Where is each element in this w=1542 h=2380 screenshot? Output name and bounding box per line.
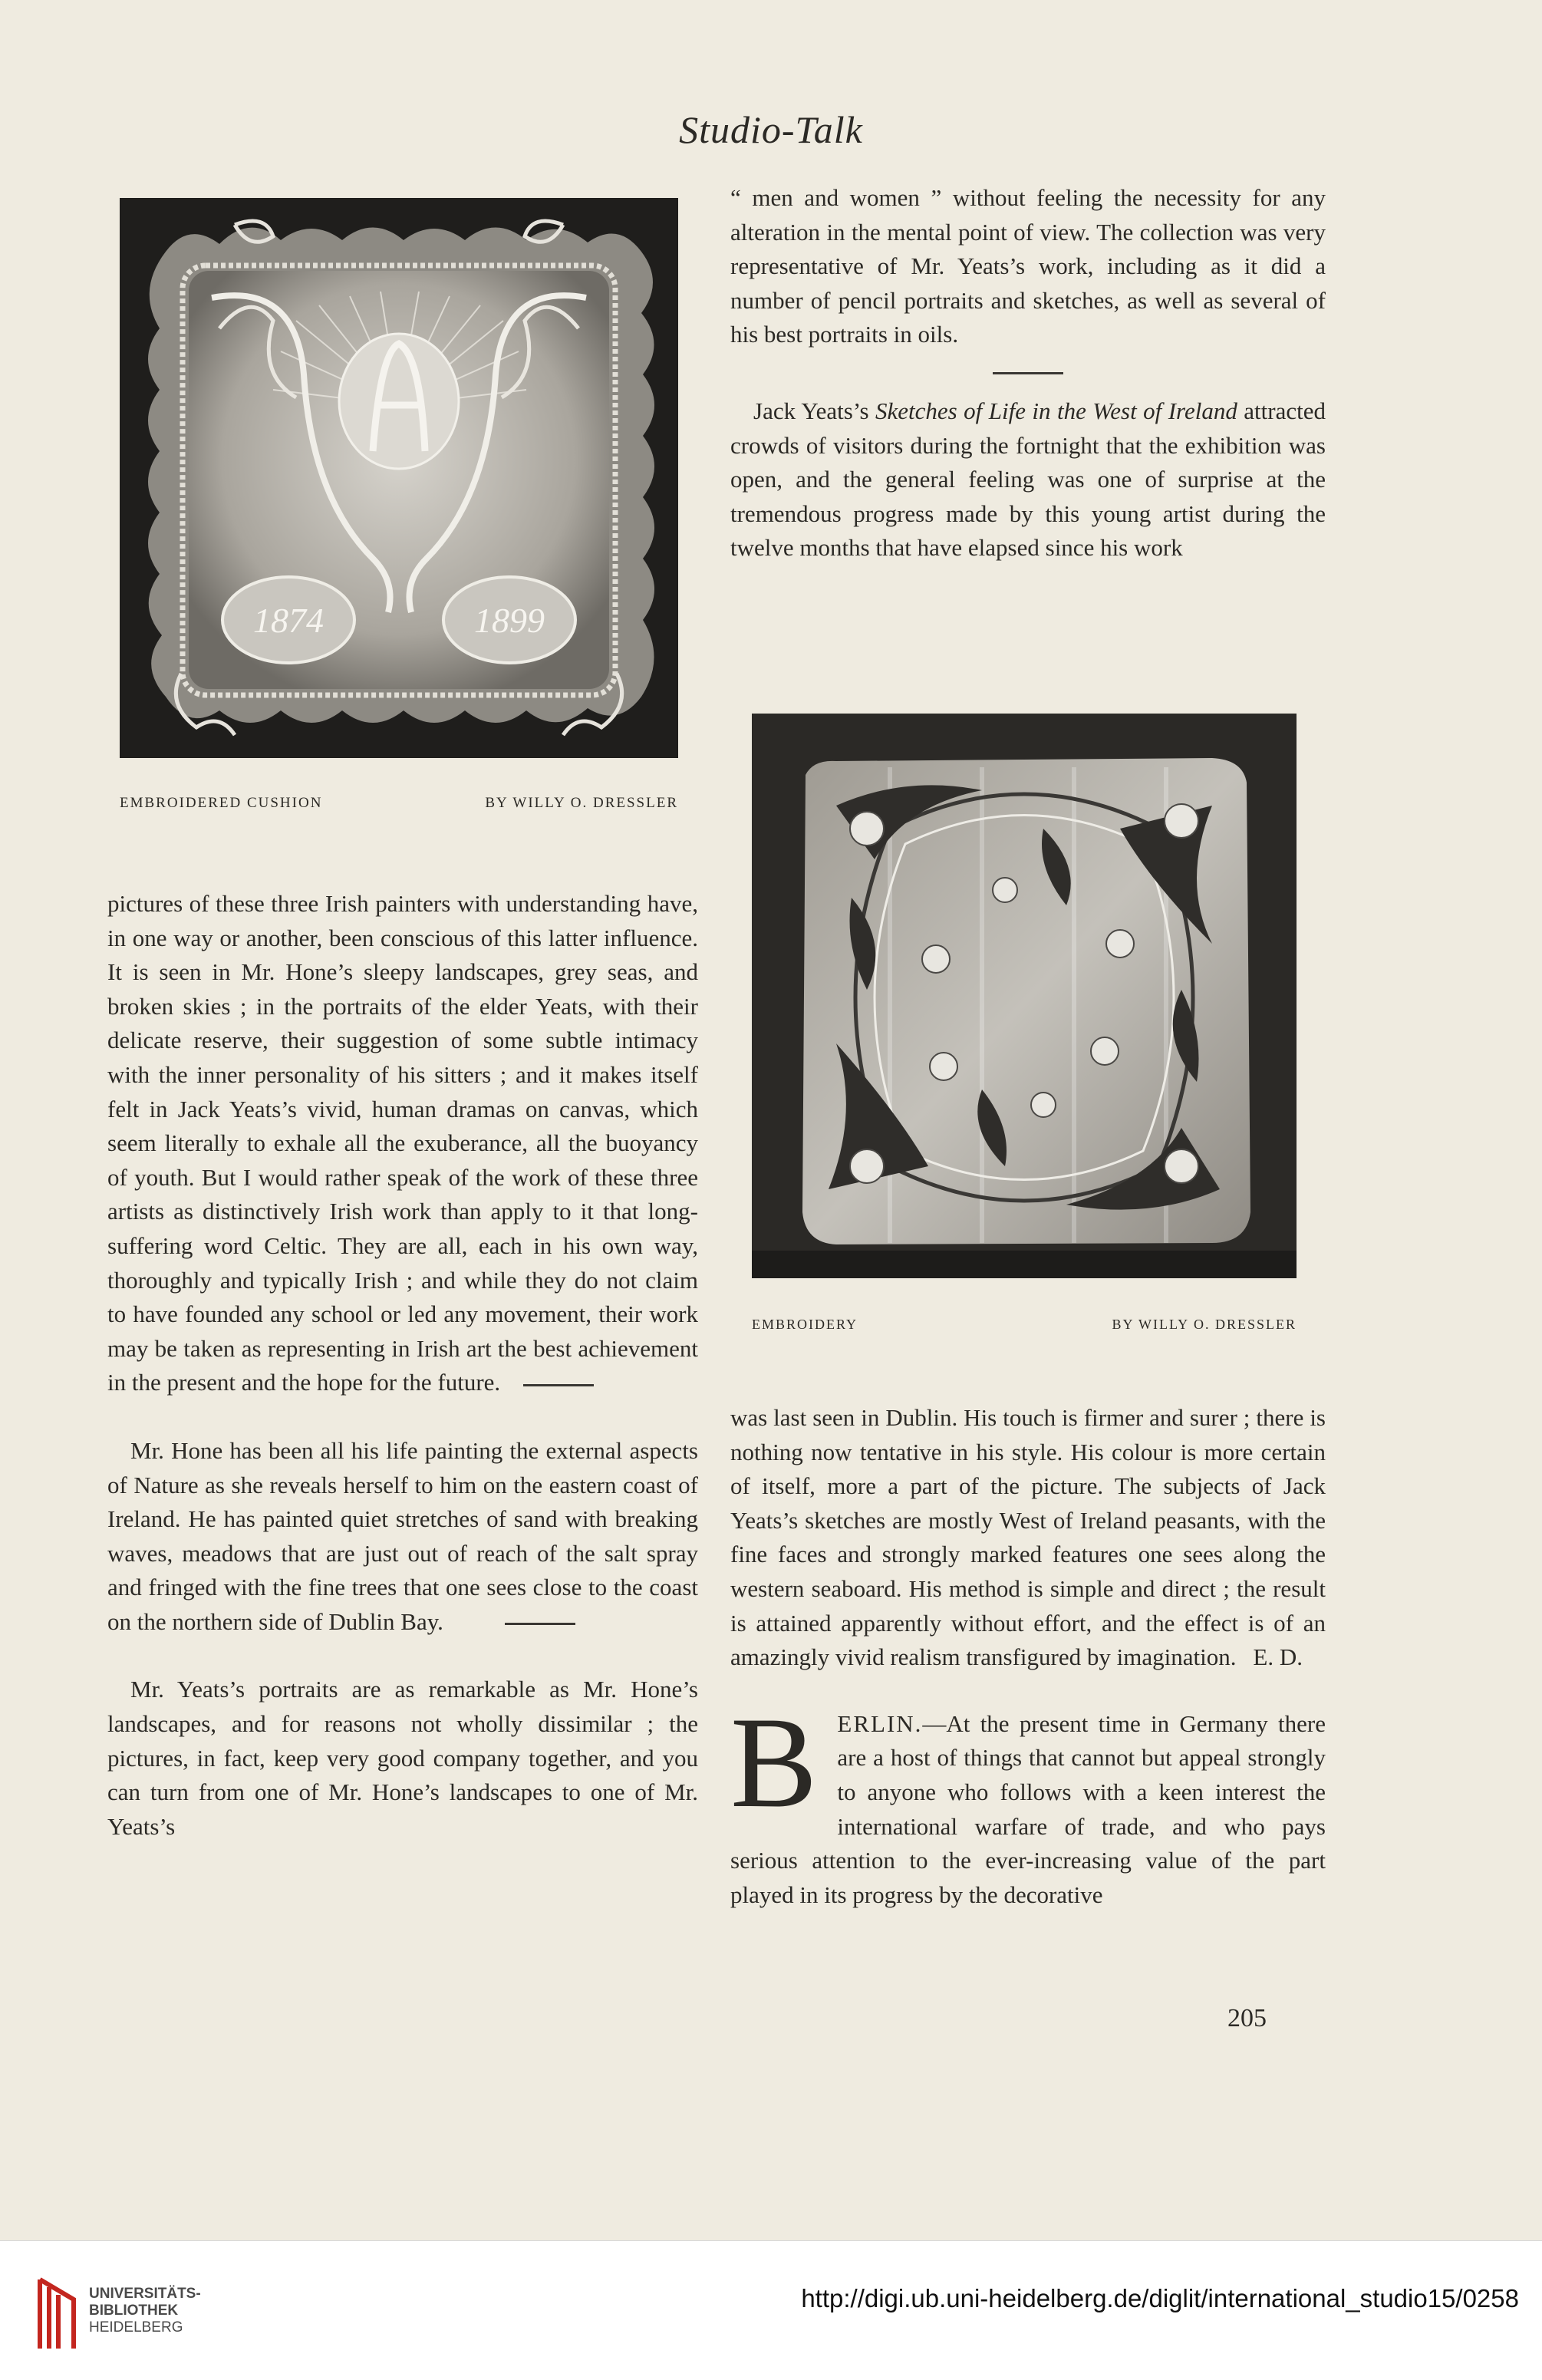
cushion-caption-title: EMBROIDERED CUSHION (120, 795, 323, 811)
library-logo-icon (34, 2276, 80, 2352)
right-column-top (730, 181, 1326, 565)
hone-text: Mr. Hone has been all his life painting the external aspects of Nature as she reveals herself to him on the eastern coast of Ireland. He has painted quiet stretches of sand with breaking waves, meadows that are just out of reach of the salt spray and fringed with the fine trees that one sees close to the coast on the northern side of Dublin Bay. (107, 1436, 698, 1635)
cushion-photo (120, 198, 678, 758)
section-rule (993, 372, 1063, 374)
berlin-heading: ERLIN. (837, 1709, 923, 1737)
berlin-dropcap: B (730, 1689, 818, 1834)
jack-yeats-rest: attracted crowds of visitors during the fortnight that the exhibition was open, and the general feeling was one of surprise at the tremendous progress made by this young artist during the twelve months that have elapsed since his work (730, 397, 1326, 562)
paragraph-hone (107, 1434, 698, 1640)
paragraph-irish-painters (107, 887, 698, 1400)
footer-bar (0, 2240, 1542, 2380)
embroidery-caption-artist: BY WILLY O. DRESSLER (1112, 1317, 1297, 1332)
page-number: 205 (1227, 2004, 1267, 2032)
left-column (107, 887, 698, 1844)
cushion-caption (120, 795, 678, 812)
irish-painters-text: pictures of these three Irish painters with understanding have, in one way or another, been conscious of this latter influence. It is seen in Mr. Hone’s sleepy landscapes, grey seas, and broken skies ; in the portraits of the elder Yeats, with their delicate reserve, their suggestion of some subtle intimacy with the inner personality of his sitters ; and it makes itself felt in Jack Yeats’s vivid, human dramas on canvas, which seem literally to exhale all the exuberance, all the buoyancy of youth. But I would rather speak of the work of these three artists as distinctively Irish work than apply to it that long-suffering word Celtic. They are all, each in his own way, thoroughly and typically Irish ; and while they do not claim to have founded any school or led any movement, their work may be taken as representing in Irish art the best achievement in the present and the hope for the future. (107, 890, 698, 1396)
embroidery-photo (752, 714, 1297, 1278)
paragraph-yeats-collection: “ men and women ” without feeling the necessity for any alteration in the mental point of view. The collection was very representative of Mr. Yeats’s work, including as it did a number of pencil portraits and sketches, as well as several of his best portraits in oils. (730, 184, 1326, 348)
section-rule (505, 1623, 575, 1625)
paragraph-berlin (730, 1689, 1326, 1913)
paragraph-dublin (730, 1401, 1326, 1675)
dublin-text: was last seen in Dublin. His touch is firmer and surer ; there is nothing now tentative in his style. His colour is more certain of itself, more a part of the picture. The subjects of Jack Yeats’s sketches are mostly West of Ireland peasants, with the fine faces and strongly marked features one sees along the western seaboard. His method is simple and direct ; the result is attained apparently without effort, and the effect is of an amazingly vivid realism transfigured by imagination. (730, 1404, 1326, 1671)
author-signature: E. D. (1253, 1643, 1303, 1671)
paragraph-yeats-portraits: Mr. Yeats’s portraits are as remarkable as Mr. Hone’s landscapes, and for reasons not wholly dissimilar ; the pictures, in fact, keep very good company together, and you can turn from one of Mr. Hone’s landscapes to one of Mr. Yeats’s (107, 1676, 698, 1840)
embroidery-caption-title: EMBROIDERY (752, 1317, 858, 1332)
paragraph-jack-yeats (730, 394, 1326, 565)
library-line-3: HEIDELBERG (89, 2319, 183, 2335)
library-line-2: BIBLIOTHEK (89, 2303, 179, 2319)
running-head: Studio-Talk (679, 108, 863, 151)
jack-yeats-lead: Jack Yeats’s (753, 397, 875, 424)
sketches-title: Sketches of Life in the West of Ireland (875, 397, 1237, 424)
cushion-caption-artist: BY WILLY O. DRESSLER (485, 795, 678, 811)
cushion-year-left: 1874 (253, 601, 324, 640)
embroidery-caption (752, 1317, 1297, 1333)
library-line-1: UNIVERSITÄTS- (89, 2286, 201, 2302)
right-column-bottom (730, 1401, 1326, 1912)
section-rule (523, 1384, 594, 1386)
berlin-text: —At the present time in Germany there are a host of things that cannot but appeal strongly to anyone who follows with a keen interest the international warfare of trade, and who pays serious attention to the ever-increasing value of the part played in its progress by the decorative (730, 1709, 1326, 1908)
source-url-link[interactable]: http://digi.ub.uni-heidelberg.de/diglit/international_studio15/0258 (801, 2284, 1519, 2312)
library-name (89, 2286, 201, 2336)
cushion-year-right: 1899 (474, 601, 545, 640)
